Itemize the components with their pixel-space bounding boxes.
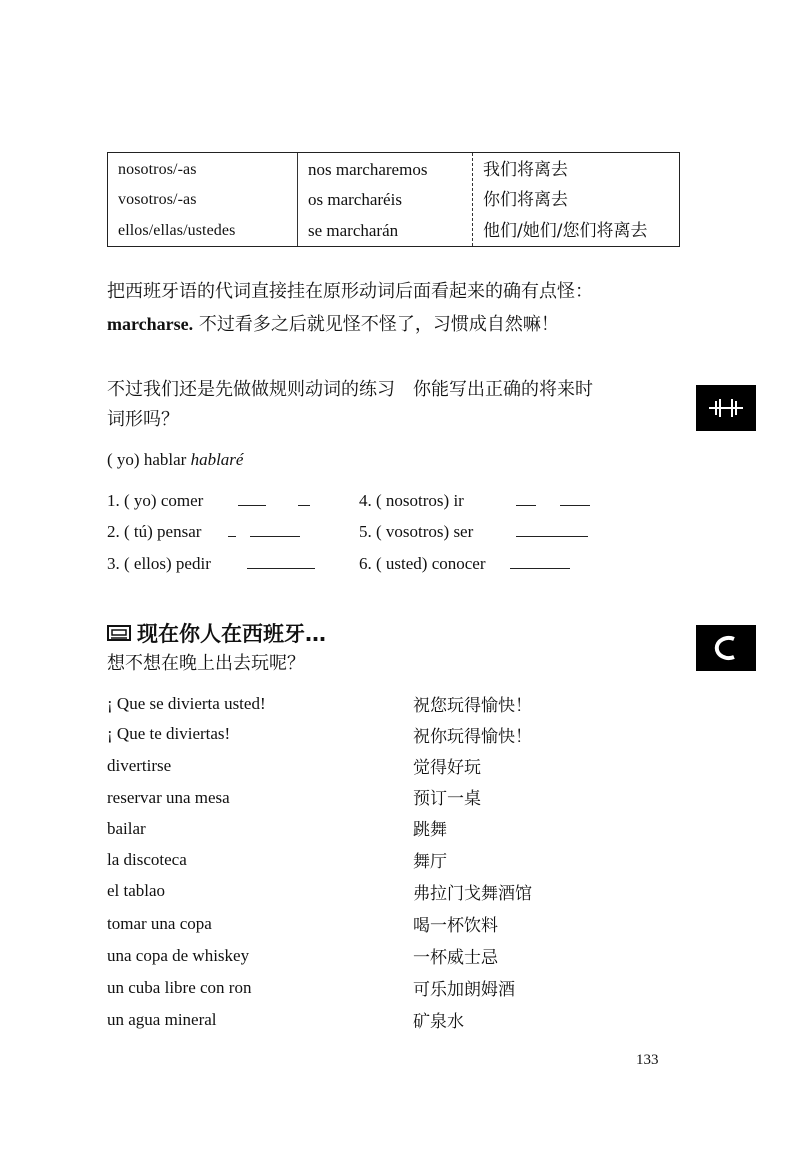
vocab-chinese: 觉得好玩: [413, 758, 481, 778]
exercise-3: [107, 553, 315, 575]
page-number: 133: [636, 1052, 659, 1068]
dumbbell-icon: [696, 385, 756, 431]
exercise-label: 3. ( ellos) pedir: [107, 554, 211, 573]
vocab-spanish: tomar una copa: [107, 914, 212, 933]
exercise-label: 4. ( nosotros) ir: [359, 491, 464, 510]
inline-term: marcharse.: [107, 314, 194, 334]
vocab-spanish: la discoteca: [107, 850, 187, 869]
vocab-chinese: 喝一杯饮料: [413, 916, 498, 936]
example-answer: hablaré: [190, 450, 244, 469]
pronoun-column: [108, 153, 298, 246]
vocab-spanish: una copa de whiskey: [107, 946, 250, 965]
vocab-chinese: 矿泉水: [413, 1012, 464, 1032]
pronoun-cell: vosotros/-as: [118, 191, 197, 208]
vocab-chinese: 一杯威士忌: [413, 948, 498, 968]
translation-cell: 他们/她们/您们将离去: [483, 221, 648, 241]
example-line: [107, 449, 243, 471]
translation-column: [473, 153, 679, 246]
verb-form-cell: nos marcharemos: [308, 160, 428, 179]
answer-blank[interactable]: [250, 522, 300, 537]
exercise-label: 2. ( tú) pensar: [107, 522, 202, 541]
exercise-4: [359, 490, 590, 512]
vocab-spanish: un cuba libre con ron: [107, 978, 252, 997]
cassette-icon: [107, 624, 131, 642]
exercise-2: [107, 521, 300, 543]
verb-form-cell: os marcharéis: [308, 190, 402, 209]
answer-blank[interactable]: [560, 491, 590, 506]
paragraph-2-line-2: 词形吗？: [107, 409, 179, 430]
exercise-6: [359, 553, 570, 575]
vocab-spanish: ¡ Que se divierta usted!: [107, 694, 266, 713]
vocab-spanish: un agua mineral: [107, 1010, 217, 1029]
answer-blank[interactable]: [228, 522, 236, 537]
answer-blank[interactable]: [298, 491, 310, 506]
vocab-chinese: 祝你玩得愉快！: [413, 727, 532, 747]
translation-cell: 我们将离去: [483, 160, 568, 180]
c-letter-icon: [696, 625, 756, 671]
translation-cell: 你们将离去: [483, 190, 568, 210]
vocab-chinese: 可乐加朗姆酒: [413, 980, 515, 1000]
vocab-spanish: el tablao: [107, 881, 166, 900]
vocab-chinese: 舞厅: [413, 852, 447, 872]
paragraph-1-line-2: [107, 309, 559, 340]
exercise-label: 5. ( vosotros) ser: [359, 522, 474, 541]
exercise-5: [359, 521, 588, 543]
vocab-chinese: 预订一桌: [413, 789, 481, 809]
answer-blank[interactable]: [238, 491, 266, 506]
section-heading: [107, 618, 326, 648]
answer-blank[interactable]: [510, 554, 570, 569]
paragraph-text: 不过看多之后就见怪不怪了，习惯成自然嘛！: [193, 314, 559, 335]
verb-form-column: [298, 153, 473, 246]
paragraph-2-line-1: 不过我们还是先做做规则动词的练习 你能写出正确的将来时: [107, 379, 593, 400]
answer-blank[interactable]: [516, 491, 536, 506]
vocab-chinese: 祝您玩得愉快！: [413, 696, 532, 716]
section-title: 现在你人在西班牙…: [137, 622, 326, 646]
exercise-1: [107, 490, 310, 512]
section-subtitle: 想不想在晚上出去玩呢？: [107, 653, 305, 674]
example-prompt: ( yo) hablar: [107, 450, 191, 469]
pronoun-cell: nosotros/-as: [118, 161, 197, 178]
conjugation-table: [107, 152, 680, 247]
answer-blank[interactable]: [247, 554, 315, 569]
vocab-spanish: divertirse: [107, 756, 172, 775]
paragraph-1-line-1: 把西班牙语的代词直接挂在原形动词后面看起来的确有点怪：: [107, 281, 593, 302]
vocab-spanish: bailar: [107, 819, 146, 838]
exercise-label: 6. ( usted) conocer: [359, 554, 486, 573]
pronoun-cell: ellos/ellas/ustedes: [118, 222, 236, 239]
vocab-chinese: 跳舞: [413, 820, 447, 840]
thumb-tab-exercise: [696, 385, 756, 431]
verb-form-cell: se marcharán: [308, 221, 399, 240]
answer-blank[interactable]: [516, 522, 588, 537]
vocab-spanish: reservar una mesa: [107, 788, 230, 807]
thumb-tab-conversation: [696, 625, 756, 671]
vocab-spanish: ¡ Que te diviertas!: [107, 724, 231, 743]
exercise-label: 1. ( yo) comer: [107, 491, 204, 510]
vocab-chinese: 弗拉门戈舞酒馆: [413, 884, 532, 904]
